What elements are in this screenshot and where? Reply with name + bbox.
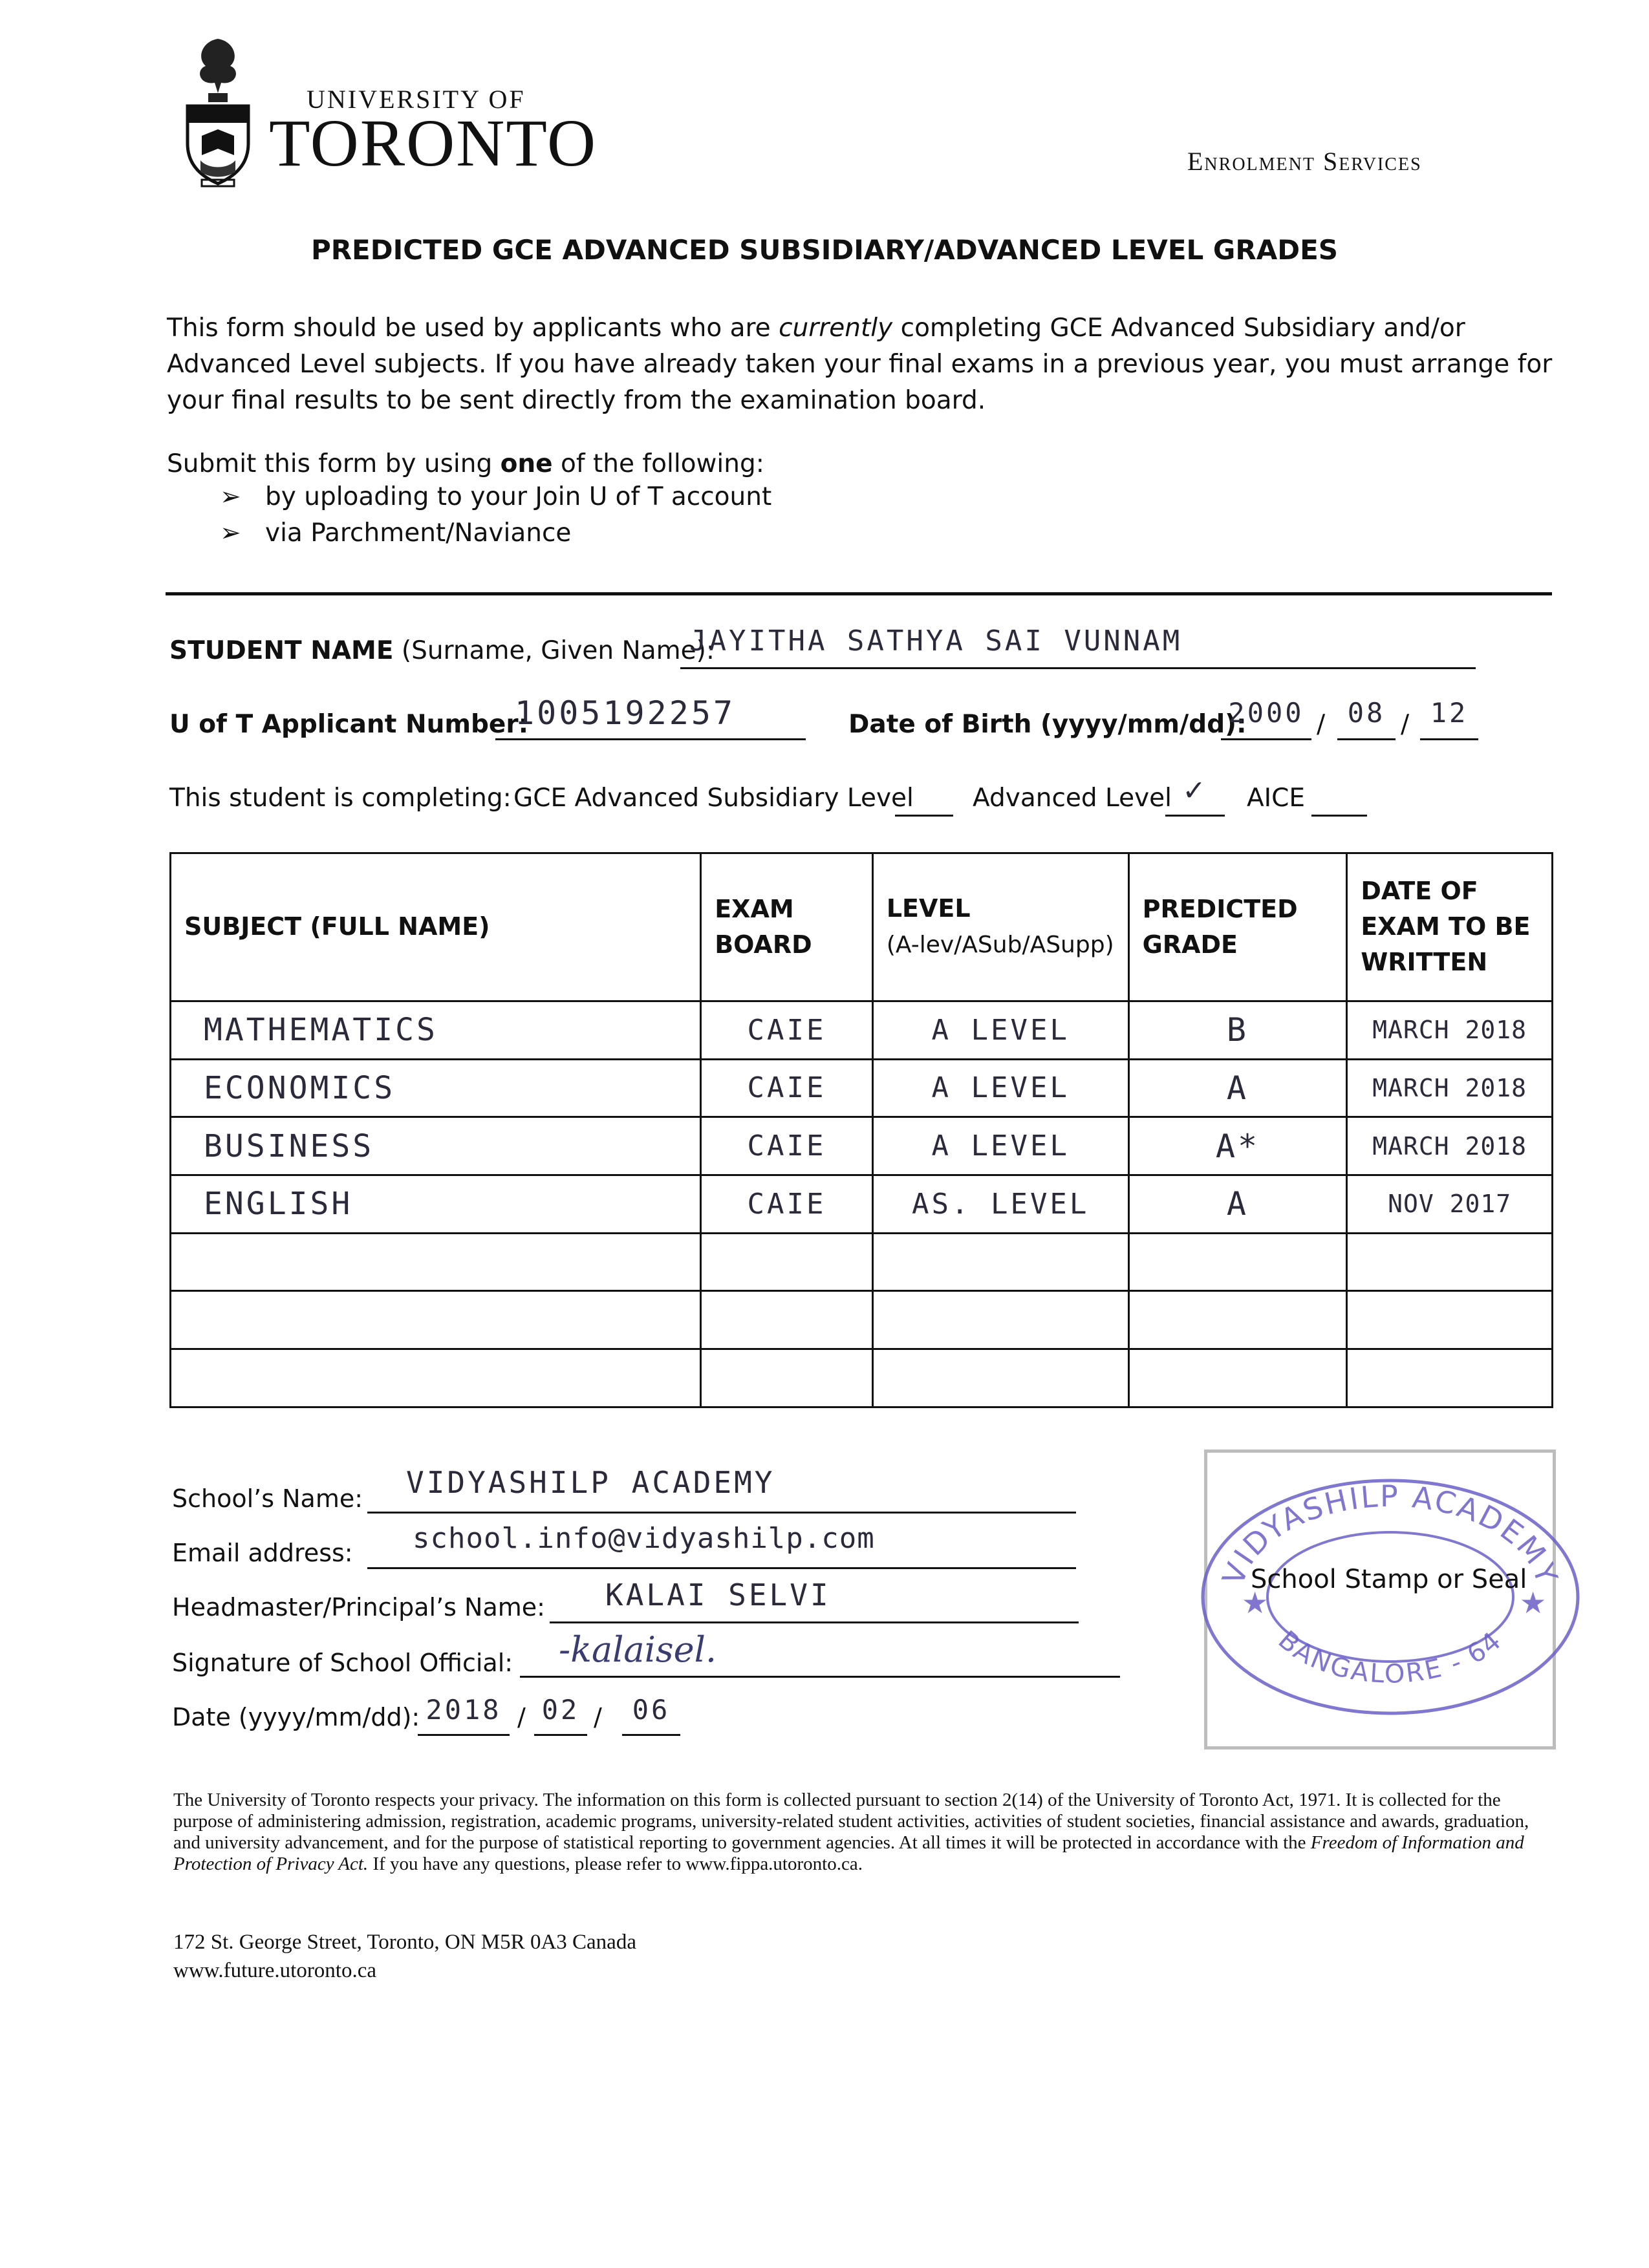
submit-text: Submit this form by using <box>167 449 501 478</box>
student-name-field[interactable] <box>680 625 1476 669</box>
exam-board-cell[interactable]: CAIE <box>701 1117 873 1175</box>
grade-cell[interactable] <box>1128 1349 1347 1407</box>
aice-checkbox[interactable] <box>1311 784 1367 817</box>
principal-name-label: Headmaster/Principal’s Name: <box>172 1593 545 1621</box>
header-text: DATE OF <box>1361 877 1478 906</box>
submit-option-label: by uploading to your Join U of T account <box>265 482 772 511</box>
header-text: GRADE <box>1142 930 1238 959</box>
principal-name-value: KALAI SELVI <box>605 1578 831 1612</box>
signature-label: Signature of School Official: <box>172 1649 513 1677</box>
signature-field[interactable] <box>520 1629 1120 1678</box>
table-row <box>171 1059 1553 1117</box>
exam-date-cell[interactable]: MARCH 2018 <box>1347 1117 1553 1175</box>
exam-date-cell[interactable]: MARCH 2018 <box>1347 1059 1553 1117</box>
advanced-level-label: Advanced Level <box>973 784 1172 813</box>
submit-emphasis: one <box>500 449 553 478</box>
applicant-number-label: U of T Applicant Number: <box>169 710 529 739</box>
stamp-star-icon: ★ <box>1520 1585 1547 1620</box>
advanced-level-checkbox[interactable] <box>1165 771 1225 817</box>
dob-month-value: 08 <box>1347 697 1386 729</box>
aice-label: AICE <box>1247 784 1306 813</box>
subject-cell[interactable] <box>171 1349 701 1407</box>
privacy-text: The University of Toronto respects your privacy. The information on this form is collected pursuant to section 2(14) of the University of Toronto Act, 1971. It is collected for the purpose of administering admission, registration, academic programs, university-related student activities, activities of student societies, financial assistance and awards, graduation, and university advancement, and for the purpose of statistical reporting to government agencies. At all times it will be protected in accordance with the <box>173 1790 1529 1853</box>
grade-cell[interactable] <box>1128 1233 1347 1291</box>
level-cell[interactable] <box>872 1349 1128 1407</box>
table-row <box>171 1001 1553 1059</box>
student-name-label <box>169 636 715 665</box>
grade-cell[interactable]: B <box>1128 1001 1347 1059</box>
school-name-value: VIDYASHILP ACADEMY <box>406 1465 775 1500</box>
exam-date-cell[interactable]: MARCH 2018 <box>1347 1001 1553 1059</box>
level-cell[interactable] <box>872 1233 1128 1291</box>
exam-date-cell[interactable] <box>1347 1291 1553 1349</box>
intro-paragraph <box>167 310 1564 419</box>
department-name: Enrolment Services <box>1187 147 1422 176</box>
gce-as-checkbox[interactable] <box>895 784 953 817</box>
exam-date-cell[interactable] <box>1347 1349 1553 1407</box>
submit-text-rest: of the following: <box>552 449 764 478</box>
grade-cell[interactable]: A <box>1128 1175 1347 1234</box>
completing-label: This student is completing: <box>169 784 512 813</box>
website-link[interactable]: www.future.utoronto.ca <box>173 1959 377 1982</box>
email-label: Email address: <box>172 1539 353 1567</box>
date-month-value: 02 <box>541 1694 580 1726</box>
level-cell[interactable]: A LEVEL <box>872 1001 1128 1059</box>
gce-as-label: GCE Advanced Subsidiary Level <box>513 784 914 813</box>
table-row-empty <box>171 1291 1553 1349</box>
exam-date-cell[interactable] <box>1347 1233 1553 1291</box>
dob-day-field[interactable] <box>1420 697 1478 740</box>
dob-separator: / <box>1317 710 1326 739</box>
arrow-bullet-icon: ➢ <box>220 482 241 511</box>
stamp-label: School Stamp or Seal <box>1251 1565 1527 1594</box>
subject-cell[interactable]: BUSINESS <box>171 1117 701 1175</box>
university-of-label: UNIVERSITY OF <box>307 85 526 114</box>
privacy-act-name: Freedom of Information and Protection of Privacy Act. <box>173 1832 1524 1874</box>
section-divider <box>166 592 1552 595</box>
dob-label: Date of Birth (yyyy/mm/dd): <box>848 710 1247 739</box>
privacy-text-rest: If you have any questions, please refer to www.fippa.utoronto.ca. <box>368 1854 863 1874</box>
date-separator: / <box>594 1703 602 1731</box>
table-row <box>171 1117 1553 1175</box>
intro-text: This form should be used by applicants who are <box>167 314 779 343</box>
submit-option-label: via Parchment/Naviance <box>265 519 572 548</box>
dob-month-field[interactable] <box>1337 697 1396 740</box>
exam-date-cell[interactable]: NOV 2017 <box>1347 1175 1553 1234</box>
header-text: LEVEL <box>886 894 971 923</box>
table-row <box>171 1175 1553 1234</box>
signature-value: -kalaisel. <box>559 1629 717 1670</box>
date-day-field[interactable] <box>622 1694 680 1736</box>
level-cell[interactable]: AS. LEVEL <box>872 1175 1128 1234</box>
check-mark-icon: ✓ <box>1183 771 1207 808</box>
table-header-row <box>171 853 1553 1001</box>
submit-instructions <box>167 446 1564 482</box>
date-label: Date (yyyy/mm/dd): <box>172 1703 420 1731</box>
date-year-field[interactable] <box>418 1694 510 1736</box>
stamp-star-icon: ★ <box>1242 1585 1269 1620</box>
stamp-top-text: VIDYASHILP ACADEMY <box>1215 1478 1566 1590</box>
grade-cell[interactable]: A <box>1128 1059 1347 1117</box>
exam-board-cell[interactable] <box>701 1291 873 1349</box>
subject-cell[interactable] <box>171 1291 701 1349</box>
applicant-number-field[interactable] <box>495 694 806 740</box>
table-row-empty <box>171 1233 1553 1291</box>
exam-board-cell[interactable] <box>701 1233 873 1291</box>
date-month-field[interactable] <box>534 1694 587 1736</box>
applicant-number-value: 1005192257 <box>515 694 736 732</box>
header-subtext: (A-lev/ASub/ASupp) <box>886 932 1114 959</box>
school-name-field[interactable] <box>367 1465 1076 1514</box>
student-name-value: JAYITHA SATHYA SAI VUNNAM <box>689 625 1183 658</box>
level-cell[interactable]: A LEVEL <box>872 1059 1128 1117</box>
header-text: WRITTEN <box>1361 948 1488 977</box>
subject-cell[interactable]: ENGLISH <box>171 1175 701 1234</box>
date-separator: / <box>517 1703 526 1731</box>
header-text: BOARD <box>715 930 812 959</box>
student-name-label-rest: (Surname, Given Name): <box>393 636 715 665</box>
form-title: PREDICTED GCE ADVANCED SUBSIDIARY/ADVANCED LEVEL GRADES <box>310 234 1339 266</box>
student-name-label-bold: STUDENT NAME <box>169 636 394 665</box>
grade-cell[interactable] <box>1128 1291 1347 1349</box>
column-header-exam-board <box>701 853 873 1001</box>
subject-cell[interactable] <box>171 1233 701 1291</box>
subject-cell[interactable]: MATHEMATICS <box>171 1001 701 1059</box>
column-header-predicted-grade <box>1128 853 1347 1001</box>
header-text: SUBJECT (FULL NAME) <box>184 912 490 941</box>
table-row-empty <box>171 1349 1553 1407</box>
university-crest-logo <box>182 34 253 189</box>
email-value: school.info@vidyashilp.com <box>413 1522 875 1555</box>
dob-separator: / <box>1401 710 1410 739</box>
stamp-bottom-text: BANGALORE - 64 <box>1272 1625 1509 1689</box>
exam-board-cell[interactable]: CAIE <box>701 1001 873 1059</box>
column-header-exam-date <box>1347 853 1553 1001</box>
university-name: TORONTO <box>269 106 598 180</box>
exam-board-cell[interactable]: CAIE <box>701 1059 873 1117</box>
intro-emphasis: currently <box>779 314 893 343</box>
level-cell[interactable] <box>872 1291 1128 1349</box>
exam-board-cell[interactable]: CAIE <box>701 1175 873 1234</box>
arrow-bullet-icon: ➢ <box>220 519 241 548</box>
subject-cell[interactable]: ECONOMICS <box>171 1059 701 1117</box>
date-year-value: 2018 <box>426 1694 502 1726</box>
date-day-value: 06 <box>632 1694 671 1726</box>
dob-day-value: 12 <box>1430 697 1469 729</box>
subjects-table <box>169 852 1553 1408</box>
submit-option-parchment <box>220 519 571 548</box>
privacy-notice <box>173 1790 1557 1875</box>
submit-option-upload <box>220 482 771 511</box>
level-cell[interactable]: A LEVEL <box>872 1117 1128 1175</box>
header-text: EXAM <box>715 894 794 923</box>
intro-text-rest: completing GCE Advanced Subsidiary and/or Advanced Level subjects. If you have already taken your final exams in a previous year, you must arrange for your final results to be sent directly from the examination board. <box>167 314 1553 415</box>
header-text: EXAM TO BE <box>1361 912 1531 941</box>
dob-year-field[interactable] <box>1221 697 1311 740</box>
principal-name-field[interactable] <box>550 1578 1079 1623</box>
column-header-subject <box>171 853 701 1001</box>
grade-cell[interactable]: A* <box>1128 1117 1347 1175</box>
email-field[interactable] <box>367 1522 1076 1569</box>
header-text: PREDICTED <box>1142 894 1298 923</box>
column-header-level <box>872 853 1128 1001</box>
dob-year-value: 2000 <box>1228 697 1304 729</box>
mailing-address: 172 St. George Street, Toronto, ON M5R 0A3 Canada <box>173 1931 636 1954</box>
school-name-label: School’s Name: <box>172 1484 363 1513</box>
exam-board-cell[interactable] <box>701 1349 873 1407</box>
